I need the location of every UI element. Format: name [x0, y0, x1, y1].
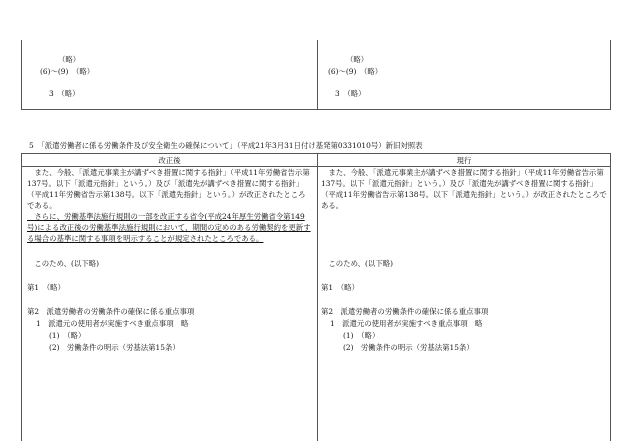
- right-item3: 3 （略）: [335, 89, 366, 98]
- old-dai2: 第2 派遣労働者の労働条件の確保に係る重点事項: [321, 307, 489, 316]
- header-old: 現行: [456, 156, 472, 165]
- column-divider: [317, 40, 318, 109]
- comparison-table: [21, 153, 611, 441]
- old-dai1: 第1 （略）: [321, 283, 359, 292]
- new-paragraph-3: このため、(以下略): [27, 259, 99, 268]
- new-item1: 1 派遣元の使用者が実施すべき重点事項 略: [36, 319, 189, 328]
- right-range: (6)～(9) （略）: [328, 67, 383, 76]
- new-paragraph-1: また、今般、「派遣元事業主が講ずべき措置に関する指針」（平成11年労働省告示第137号。以下「派遣元指針」という。）及び「派遣先が講ずべき措置に関する指針」（平成11年労働省告示第138号。以下「派遣先指針」という。）が改正されたところである。: [27, 168, 310, 210]
- new-paragraph-2: さらに、労働基準法施行規則の一部を改正する省令(平成24年厚生労働省令第149号)による改正後の労働基準法施行規則において、期間の定めのある労働契約を更新する場合の基準に関する事項を明示することが規定されたところである。: [27, 212, 311, 243]
- column-divider: [317, 154, 318, 441]
- old-sub2: (2) 労働条件の明示（労基法第15条）: [343, 343, 474, 352]
- new-sub2: (2) 労働条件の明示（労基法第15条）: [49, 343, 180, 352]
- new-dai2: 第2 派遣労働者の労働条件の確保に係る重点事項: [27, 307, 195, 316]
- right-ryaku: （略）: [346, 55, 369, 64]
- old-item1: 1 派遣元の使用者が実施すべき重点事項 略: [330, 319, 483, 328]
- left-ryaku: （略）: [58, 55, 81, 64]
- old-sub1: (1) （略）: [343, 331, 380, 340]
- new-dai1: 第1 （略）: [27, 283, 65, 292]
- old-paragraph-1: また、今般、「派遣元事業主が講ずべき措置に関する指針」（平成11年労働省告示第137号。以下「派遣元指針」という。）及び「派遣先が講ずべき措置に関する指針」（平成11年労働省告示第138号。以下「派遣先指針」という。）が改正されたところである。: [321, 168, 607, 210]
- new-sub1: (1) （略）: [49, 331, 86, 340]
- section-title: 5 「派遣労働者に係る労働条件及び安全衛生の確保について」（平成21年3月31日付け基発第0331010号）新旧対照表: [29, 141, 423, 150]
- old-paragraph-3: このため、(以下略): [321, 259, 393, 268]
- previous-table-continuation: [21, 40, 611, 110]
- left-range: (6)～(9) （略）: [40, 67, 95, 76]
- left-item3: 3 （略）: [49, 89, 80, 98]
- header-new: 改正後: [158, 156, 181, 165]
